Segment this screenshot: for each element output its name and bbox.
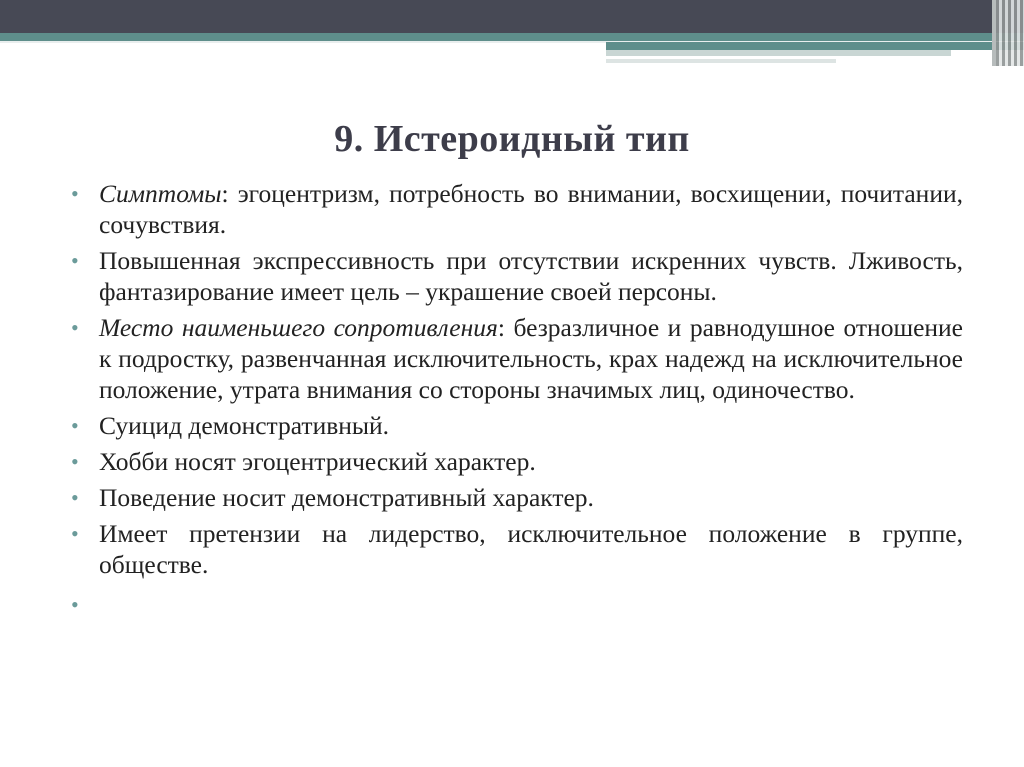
header-light-accent-bar-2 xyxy=(606,59,836,63)
bullet-italic-label: Место наименьшего сопротивления xyxy=(99,313,498,342)
bullet-text: : эгоцентризм, потребность во внимании, восхищении, почитании, сочувствия. xyxy=(99,179,963,239)
bullet-text: Суицид демонстративный. xyxy=(99,411,390,440)
header-vertical-stripes xyxy=(996,0,1024,66)
bullet-item-leadership xyxy=(70,518,963,580)
bullet-item-symptoms xyxy=(70,178,963,240)
bullet-item-behavior xyxy=(70,482,963,513)
slide-title: 9. Истероидный тип xyxy=(334,118,690,161)
bullet-text: Повышенная экспрессивность при отсутствии искренних чувств. Лживость, фантазирование имеет цель – украшение своей персоны. xyxy=(99,246,963,306)
bullet-item-expressiveness xyxy=(70,245,963,307)
header-dark-bar xyxy=(0,0,1024,33)
bullet-item-least-resistance xyxy=(70,312,963,405)
bullet-text: Хобби носят эгоцентрический характер. xyxy=(99,447,536,476)
bullet-text: Поведение носит демонстративный характер. xyxy=(99,483,594,512)
bullet-list xyxy=(70,178,963,625)
header-light-accent-bar xyxy=(606,50,951,56)
header-teal-accent-bar xyxy=(606,42,1024,50)
bullet-text: Имеет претензии на лидерство, исключительное положение в группе, обществе. xyxy=(99,519,963,579)
bullet-item-suicide xyxy=(70,410,963,441)
bullet-text: : безразличное и равнодушное отношение к подростку, развенчанная исключительность, крах надежд на исключительное положение, утрата внимания со стороны значимых лиц, одиночество. xyxy=(99,313,964,404)
bullet-italic-label: Симптомы xyxy=(99,179,222,208)
bullet-item-hobby xyxy=(70,446,963,477)
bullet-item-empty xyxy=(70,589,963,620)
